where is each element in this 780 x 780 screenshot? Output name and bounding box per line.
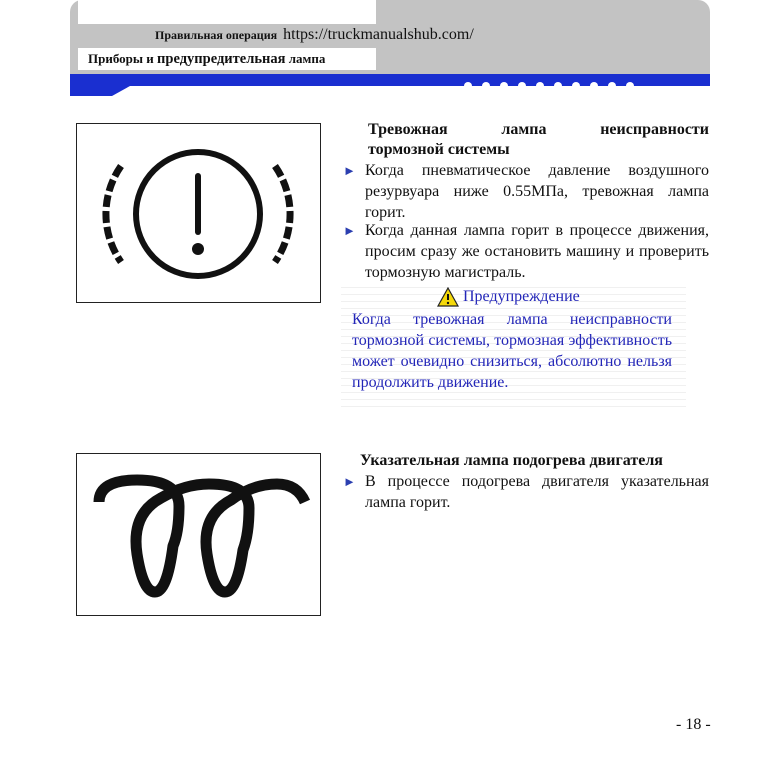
brake-warning-figure bbox=[76, 123, 321, 303]
list-item bbox=[343, 471, 709, 513]
warning-box bbox=[341, 281, 686, 409]
page-number: - 18 - bbox=[676, 716, 711, 733]
glow-plug-figure bbox=[76, 453, 321, 616]
warning-title: Предупреждение bbox=[463, 288, 580, 305]
list-item bbox=[343, 160, 709, 223]
header-blank-box bbox=[78, 0, 376, 24]
section-title bbox=[78, 48, 376, 70]
title-line2: тормозной системы bbox=[368, 141, 510, 158]
source-url[interactable]: https://truckmanualshub.com/ bbox=[283, 26, 474, 43]
title-word: Тревожная bbox=[368, 121, 448, 138]
bullet-arrow-icon: ► bbox=[343, 474, 356, 489]
brake-warning-icon bbox=[77, 124, 320, 302]
bullet-text: Когда данная лампа горит в процессе движения, просим сразу же остановить машину и проверить тормозную магистраль. bbox=[365, 222, 709, 281]
section-title-prefix: Приборы и bbox=[88, 51, 154, 66]
glow-section-title: Указательная лампа подогрева двигателя bbox=[360, 452, 663, 469]
bullet-text: В процессе подогрева двигателя указательная лампа горит. bbox=[365, 473, 709, 511]
header-title-line bbox=[155, 26, 474, 48]
section-title-suffix: лампа bbox=[288, 51, 326, 66]
brake-section-title bbox=[368, 120, 709, 160]
warning-triangle-icon bbox=[437, 287, 459, 307]
title-word: неисправности bbox=[600, 121, 709, 138]
bullet-arrow-icon: ► bbox=[343, 163, 356, 178]
warning-heading bbox=[437, 287, 580, 307]
header-dots bbox=[464, 82, 634, 90]
operation-label: Правильная операция bbox=[155, 28, 278, 42]
title-word: лампа bbox=[501, 121, 547, 138]
section-title-main: предупредительная bbox=[157, 50, 286, 67]
list-item bbox=[343, 220, 709, 283]
glow-plug-icon bbox=[77, 454, 320, 615]
bullet-text: Когда пневматическое давление воздушного резурвуара ниже 0.55МПа, тревожная лампа горит. bbox=[365, 162, 709, 221]
warning-text: Когда тревожная лампа неисправности тормозной системы, тормозная эффективность может очевидно снизиться, абсолютно нельзя продолжить движение. bbox=[352, 311, 672, 391]
bullet-arrow-icon: ► bbox=[343, 223, 356, 238]
